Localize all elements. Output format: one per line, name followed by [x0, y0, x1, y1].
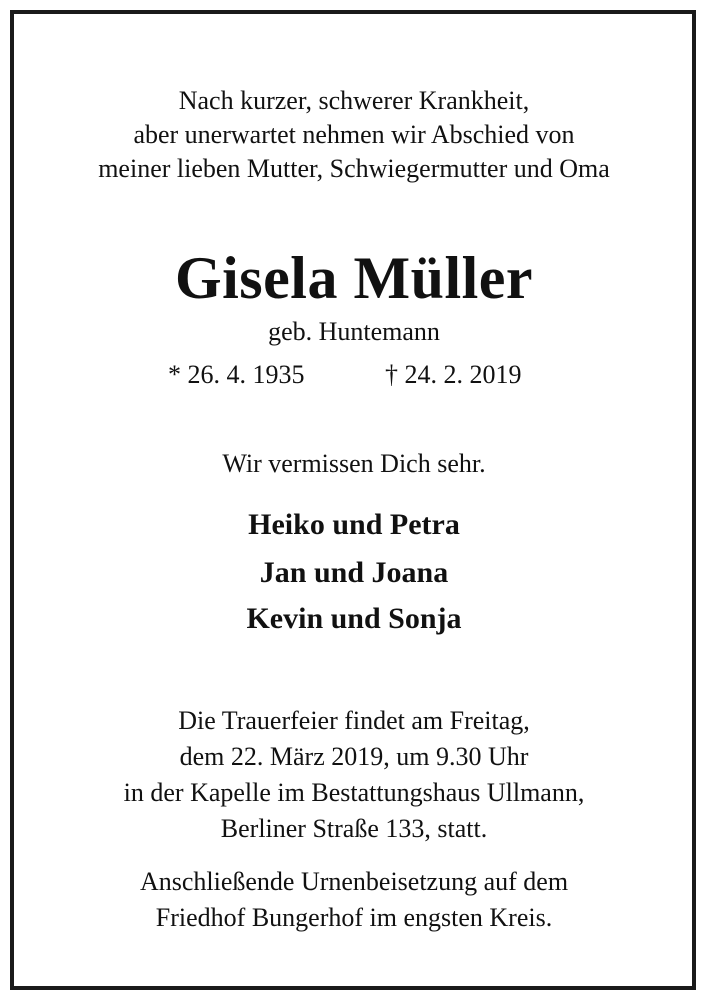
family-line: Heiko und Petra — [248, 508, 460, 541]
intro-line: meiner lieben Mutter, Schwiegermutter und Oma — [98, 154, 610, 183]
family-line: Jan und Joana — [259, 556, 449, 589]
intro-line: aber unerwartet nehmen wir Abschied von — [133, 120, 575, 149]
service-line: Die Trauerfeier findet am Freitag, — [178, 706, 530, 735]
service-line: in der Kapelle im Bestattungshaus Ullmann, — [123, 778, 585, 807]
memorial-message: Wir vermissen Dich sehr. — [222, 449, 486, 478]
birth-name: geb. Huntemann — [268, 317, 440, 346]
deceased-name: Gisela Müller — [174, 245, 534, 311]
birth-date: * 26. 4. 1935 — [168, 360, 305, 389]
death-date: † 24. 2. 2019 — [385, 360, 522, 389]
service-line: dem 22. März 2019, um 9.30 Uhr — [179, 742, 529, 771]
intro-line: Nach kurzer, schwerer Krankheit, — [178, 86, 530, 115]
burial-line: Anschließende Urnenbeisetzung auf dem — [139, 867, 569, 896]
family-line: Kevin und Sonja — [246, 602, 462, 635]
burial-line: Friedhof Bungerhof im engsten Kreis. — [155, 903, 553, 932]
service-line: Berliner Straße 133, statt. — [220, 814, 488, 843]
life-dates — [0, 358, 708, 392]
